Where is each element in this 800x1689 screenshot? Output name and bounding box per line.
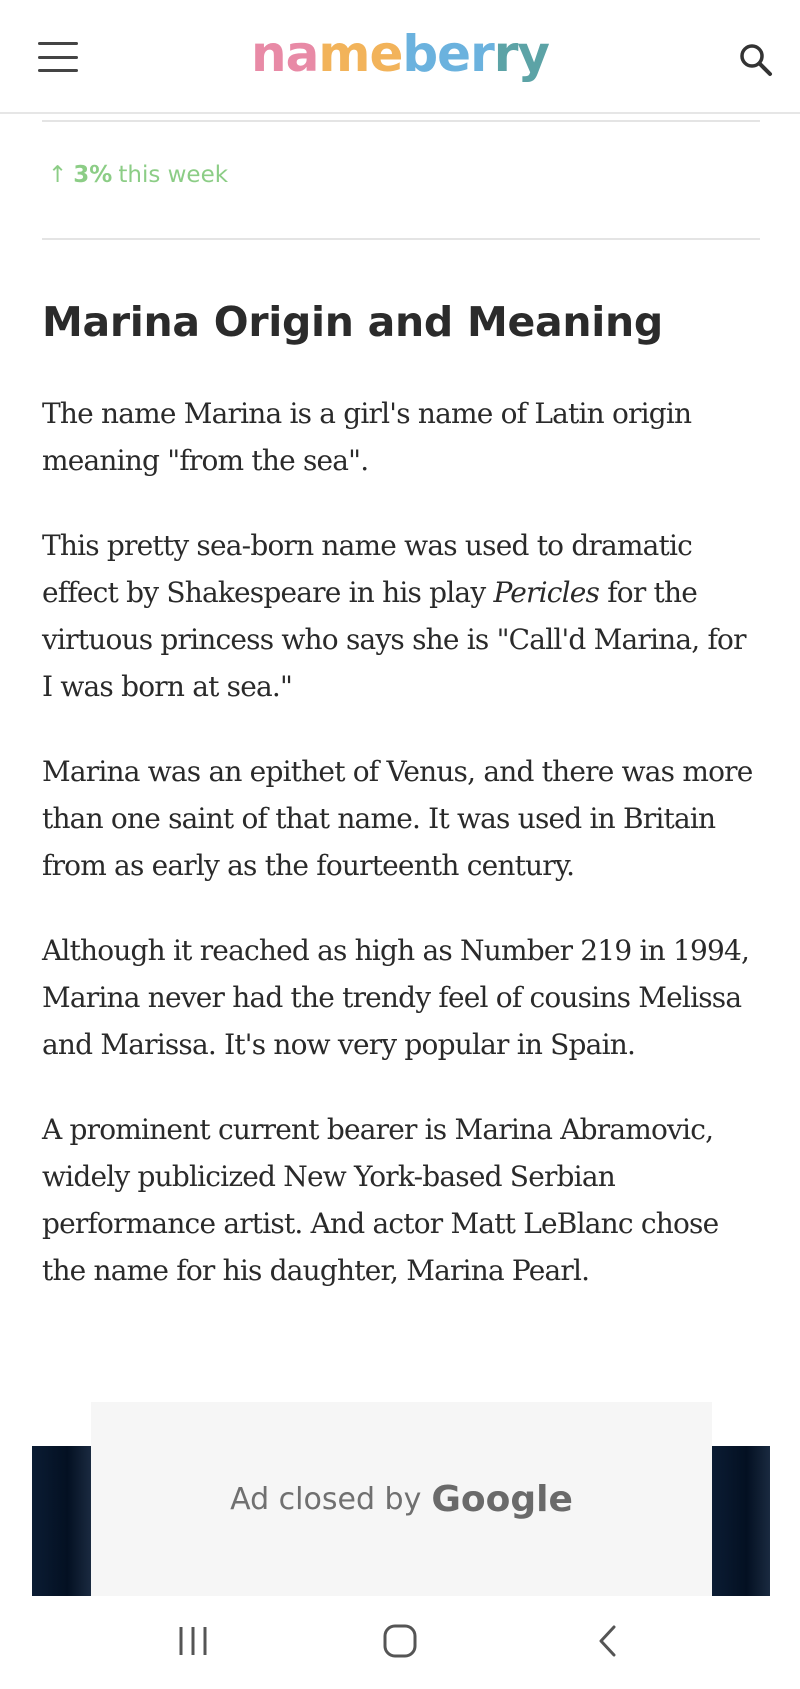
trend-percent: 3% xyxy=(73,162,113,188)
ad-closed-banner xyxy=(91,1402,712,1596)
system-navigation-bar xyxy=(0,1596,800,1689)
play-title: Pericles xyxy=(493,576,600,609)
home-button[interactable] xyxy=(370,1616,430,1666)
paragraph: Although it reached as high as Number 219 in 1994, Marina never had the trendy feel of cousins Melissa and Marissa. It's now very popular in Spain. xyxy=(42,934,750,1061)
paragraph: A prominent current bearer is Marina Abramovic, widely publicized New York-based Serbian performance artist. And actor Matt LeBlanc chose the name for his daughter, Marina Pearl. xyxy=(42,1113,719,1287)
trend-up-arrow-icon: ↑ xyxy=(48,162,68,188)
logo-letter: e xyxy=(437,25,471,83)
back-icon xyxy=(588,1621,628,1661)
logo-letter: r xyxy=(470,25,494,83)
ad-closed-text: Ad closed by xyxy=(230,1481,422,1517)
logo-letter: r xyxy=(493,25,518,83)
recent-apps-icon xyxy=(173,1623,213,1659)
paragraph: Marina was an epithet of Venus, and there was more than one saint of that name. It was used in Britain from as early as the fourteenth century. xyxy=(42,755,753,882)
search-button[interactable] xyxy=(736,40,776,80)
ad-edge-left xyxy=(32,1446,91,1596)
popularity-trend xyxy=(48,162,228,188)
app-header xyxy=(0,0,800,114)
back-button[interactable] xyxy=(578,1616,638,1666)
section-title: Marina Origin and Meaning xyxy=(42,298,663,346)
paragraph: This pretty sea-born name was used to dramatic effect by Shakespeare in his play Pericles for the virtuous princess who says she is "Call'd Marina, for I was born at sea." xyxy=(42,529,746,703)
home-icon xyxy=(380,1621,420,1661)
trend-label: this week xyxy=(118,162,229,188)
name-description xyxy=(42,390,762,1332)
logo-letter: m xyxy=(318,25,370,83)
logo-letter: b xyxy=(402,25,438,83)
divider xyxy=(42,238,760,240)
divider xyxy=(42,120,760,122)
logo-letter: n xyxy=(250,25,286,83)
logo-letter: a xyxy=(285,25,319,83)
ad-edge-right xyxy=(712,1446,770,1596)
nameberry-logo[interactable] xyxy=(0,24,800,84)
search-icon xyxy=(736,40,776,80)
logo-letter: e xyxy=(369,25,403,83)
logo-letter: y xyxy=(517,25,550,83)
google-logo: Google xyxy=(431,1478,573,1520)
recent-apps-button[interactable] xyxy=(163,1616,223,1666)
paragraph: The name Marina is a girl's name of Latin origin meaning "from the sea". xyxy=(42,397,692,477)
